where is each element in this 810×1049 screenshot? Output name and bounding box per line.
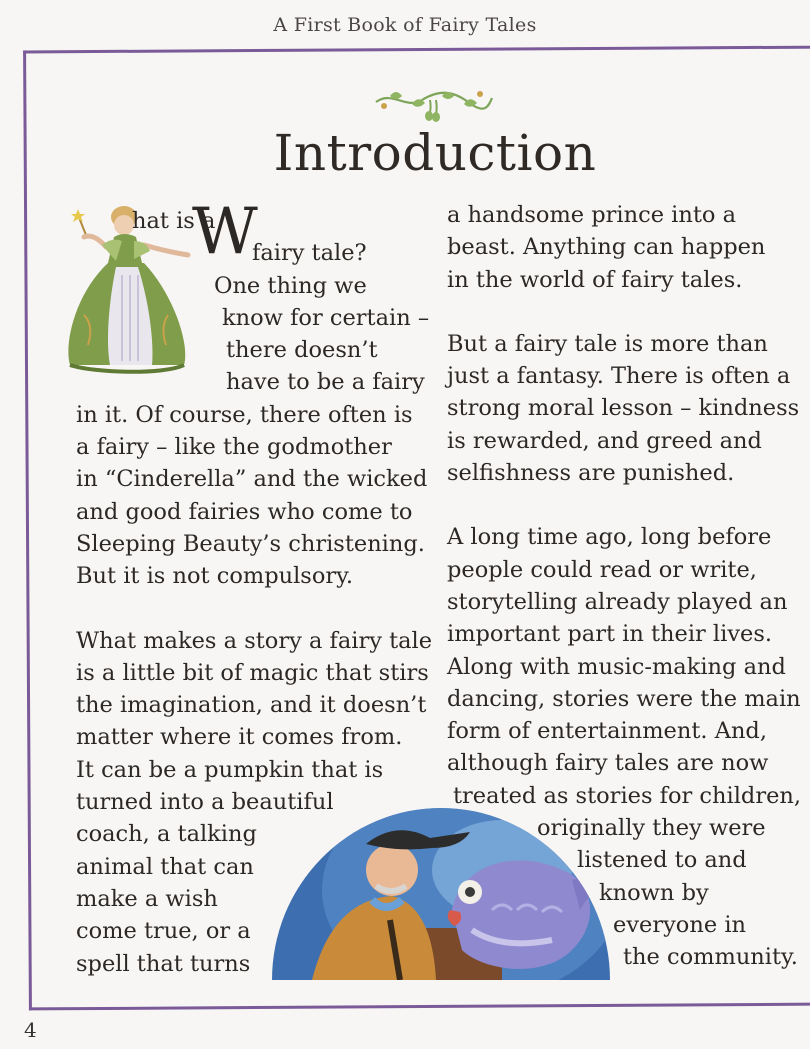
text-line: in “Cinderella” and the wicked [76,466,428,493]
text-line: known by [599,879,709,906]
text-line: form of entertainment. And, [447,718,767,745]
running-head: A First Book of Fairy Tales [273,14,537,36]
text-line: One thing we [214,272,367,299]
text-line [447,489,802,521]
text-line: What makes a story a fairy tale [76,627,433,654]
fisherman-and-fish-illustration [272,800,610,980]
text-line: the imagination, and it doesn’t [76,692,427,719]
text-line: Along with music-making and [447,653,786,680]
text-line: in it. Of course, there often is [76,401,413,428]
text-line: turned into a beautiful [76,789,334,816]
text-line: and good fairies who come to [76,498,413,525]
text-line: treated as stories for children, [453,782,802,809]
text-line: originally they were [537,815,766,842]
text-line: know for certain – [222,304,430,331]
text-line: But a fairy tale is more than [447,330,768,357]
text-line: But it is not compulsory. [76,563,354,590]
text-line: storytelling already played an [447,588,788,615]
text-line: a handsome prince into a [447,202,737,228]
text-line: make a wish [76,885,218,912]
text-line [447,296,802,328]
text-line: hat is a [132,208,216,234]
text-line: selfishness are punished. [447,460,735,487]
text-line: come true, or a [76,918,251,945]
text-line: animal that can [76,853,254,880]
text-line: dancing, stories were the main [447,685,801,712]
text-line: spell that turns [76,950,251,977]
text-line: people could read or write, [447,556,757,583]
page-number: 4 [24,1018,37,1042]
text-line: A long time ago, long before [447,524,772,551]
text-line: matter where it comes from. [76,724,403,751]
text-line: important part in their lives. [447,621,773,648]
text-line: in the world of fairy tales. [447,266,743,293]
text-line: although fairy tales are now [447,750,769,777]
page-title: Introduction [273,124,597,182]
text-line: coach, a talking [76,821,257,848]
text-line: is rewarded, and greed and [447,427,762,454]
text-line: beast. Anything can happen [447,234,766,261]
text-line: have to be a fairy [226,369,425,396]
drop-cap: W [192,195,258,269]
text-line: fairy tale? [252,240,367,267]
text-line: strong moral lesson – kindness [447,395,800,422]
text-line: It can be a pumpkin that is [76,756,384,783]
text-line: everyone in [613,911,747,938]
text-line: just a fantasy. There is often a [447,363,791,390]
text-line: listened to and [577,847,747,874]
text-line: a fairy – like the godmother [76,434,392,461]
text-line: the community. [623,944,798,971]
text-line: is a little bit of magic that stirs [76,659,429,686]
text-line: Sleeping Beauty’s christening. [76,530,425,557]
text-line: there doesn’t [226,337,378,364]
vine-ornament-icon [372,80,496,122]
text-line [76,593,426,625]
